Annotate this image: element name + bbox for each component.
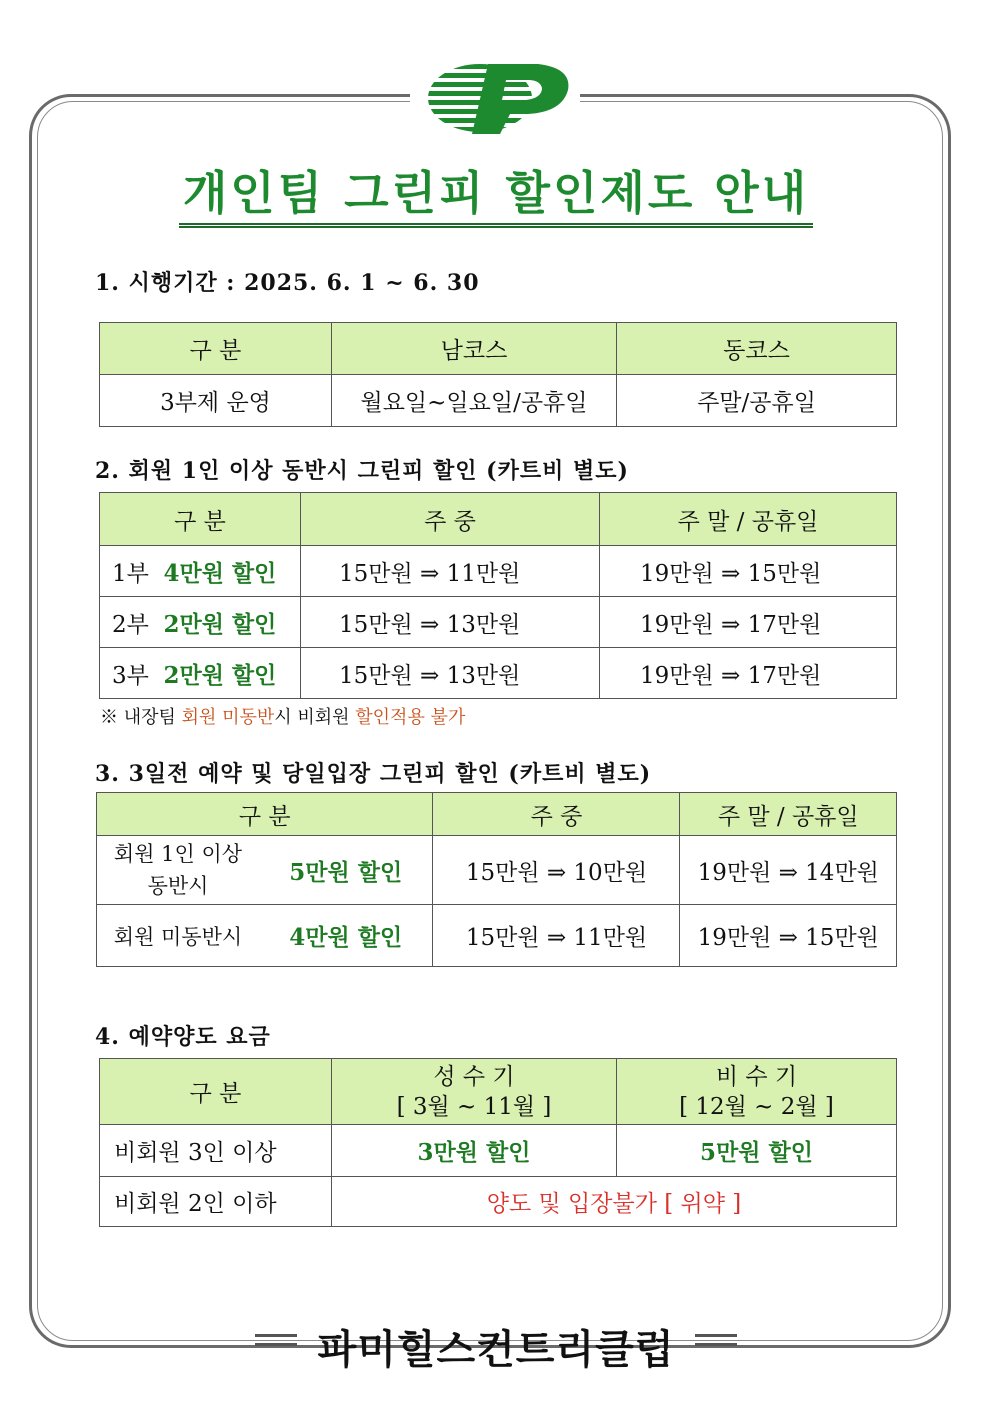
section4-heading: 4. 예약양도 요금 — [95, 1024, 271, 1050]
table-cell — [97, 836, 260, 905]
discount-label: 3만원 할인 — [332, 1125, 617, 1177]
table-cell: 주말/공휴일 — [617, 375, 897, 427]
discount-label: 2만원 할인 — [163, 661, 277, 689]
club-logo-icon — [410, 50, 580, 140]
table-cell: 15만원 ⇒ 13만원 — [301, 648, 600, 699]
table-cell: 15만원 ⇒ 11만원 — [301, 546, 600, 597]
table-cell: 15만원 ⇒ 10만원 — [433, 836, 680, 905]
header-cell: 구 분 — [97, 793, 433, 836]
table-cell: 비회원 3인 이상 — [100, 1125, 332, 1177]
section2-table — [99, 492, 897, 699]
header-cell: 동코스 — [617, 323, 897, 375]
discount-label: 5만원 할인 — [617, 1125, 897, 1177]
table-cell: 19만원 ⇒ 14만원 — [680, 836, 897, 905]
header-cell: 주 중 — [433, 793, 680, 836]
table-cell: 회원 미동반시 — [97, 905, 260, 967]
table-cell: 19만원 ⇒ 17만원 — [600, 597, 897, 648]
note-highlight: 할인적용 불가 — [355, 707, 466, 728]
table-row — [100, 648, 897, 699]
table-cell — [100, 546, 301, 597]
table-header-row — [97, 793, 897, 836]
table-cell: 월요일~일요일/공휴일 — [332, 375, 617, 427]
note-highlight: 회원 미동반 — [181, 707, 275, 728]
header-cell: 주 말 / 공휴일 — [680, 793, 897, 836]
peak-season-title: 성 수 기 — [433, 1063, 515, 1090]
discount-label: 5만원 할인 — [259, 836, 433, 905]
table-row — [97, 905, 897, 967]
header-cell: 주 말 / 공휴일 — [600, 493, 897, 546]
table-row — [100, 546, 897, 597]
table-cell: 19만원 ⇒ 15만원 — [680, 905, 897, 967]
header-cell: 주 중 — [301, 493, 600, 546]
off-season-title: 비 수 기 — [715, 1063, 798, 1090]
table-row — [100, 375, 897, 427]
footer — [0, 1318, 992, 1373]
part-label: 3부 — [112, 662, 149, 689]
header-cell — [617, 1059, 897, 1125]
section3-heading: 3. 3일전 예약 및 당일입장 그린피 할인 (카트비 별도) — [95, 761, 652, 787]
table-cell: 15만원 ⇒ 11만원 — [433, 905, 680, 967]
table-cell: 19만원 ⇒ 15만원 — [600, 546, 897, 597]
row-label-line: 회원 1인 이상 — [113, 842, 243, 866]
note-text: 시 비회원 — [274, 707, 356, 728]
discount-label: 4만원 할인 — [259, 905, 433, 967]
table-row — [100, 1125, 897, 1177]
warning-cell: 양도 및 입장불가 [ 위약 ] — [332, 1177, 897, 1227]
discount-label: 2만원 할인 — [163, 610, 277, 638]
section2-heading: 2. 회원 1인 이상 동반시 그린피 할인 (카트비 별도) — [95, 458, 629, 484]
part-label: 1부 — [112, 560, 149, 587]
table-cell — [100, 648, 301, 699]
table-header-row — [100, 493, 897, 546]
section1-heading: 1. 시행기간 : 2025. 6. 1 ~ 6. 30 — [95, 270, 480, 296]
part-label: 2부 — [112, 611, 149, 638]
page-title — [0, 165, 992, 228]
table-cell: 3부제 운영 — [100, 375, 332, 427]
section4-table — [99, 1058, 897, 1227]
table-row — [100, 1177, 897, 1227]
section1-table — [99, 322, 897, 427]
table-cell: 15만원 ⇒ 13만원 — [301, 597, 600, 648]
discount-label: 4만원 할인 — [163, 559, 277, 587]
page-title-text: 개인팀 그린피 할인제도 안내 — [179, 165, 813, 228]
table-header-row — [100, 323, 897, 375]
table-cell — [100, 597, 301, 648]
off-season-period: [ 12월 ~ 2월 ] — [679, 1093, 834, 1120]
peak-season-period: [ 3월 ~ 11월 ] — [396, 1093, 552, 1120]
header-cell: 구 분 — [100, 1059, 332, 1125]
table-row — [97, 836, 897, 905]
note-text: ※ 내장팀 — [100, 707, 182, 728]
row-label-line: 동반시 — [147, 874, 209, 898]
table-cell: 비회원 2인 이하 — [100, 1177, 332, 1227]
table-row — [100, 597, 897, 648]
header-cell: 남코스 — [332, 323, 617, 375]
section3-table — [96, 792, 897, 967]
header-cell: 구 분 — [100, 323, 332, 375]
table-header-row — [100, 1059, 897, 1125]
section2-note — [100, 703, 465, 729]
header-cell: 구 분 — [100, 493, 301, 546]
table-cell: 19만원 ⇒ 17만원 — [600, 648, 897, 699]
header-cell — [332, 1059, 617, 1125]
club-name: 파미힐스컨트리클럽 — [317, 1327, 675, 1373]
